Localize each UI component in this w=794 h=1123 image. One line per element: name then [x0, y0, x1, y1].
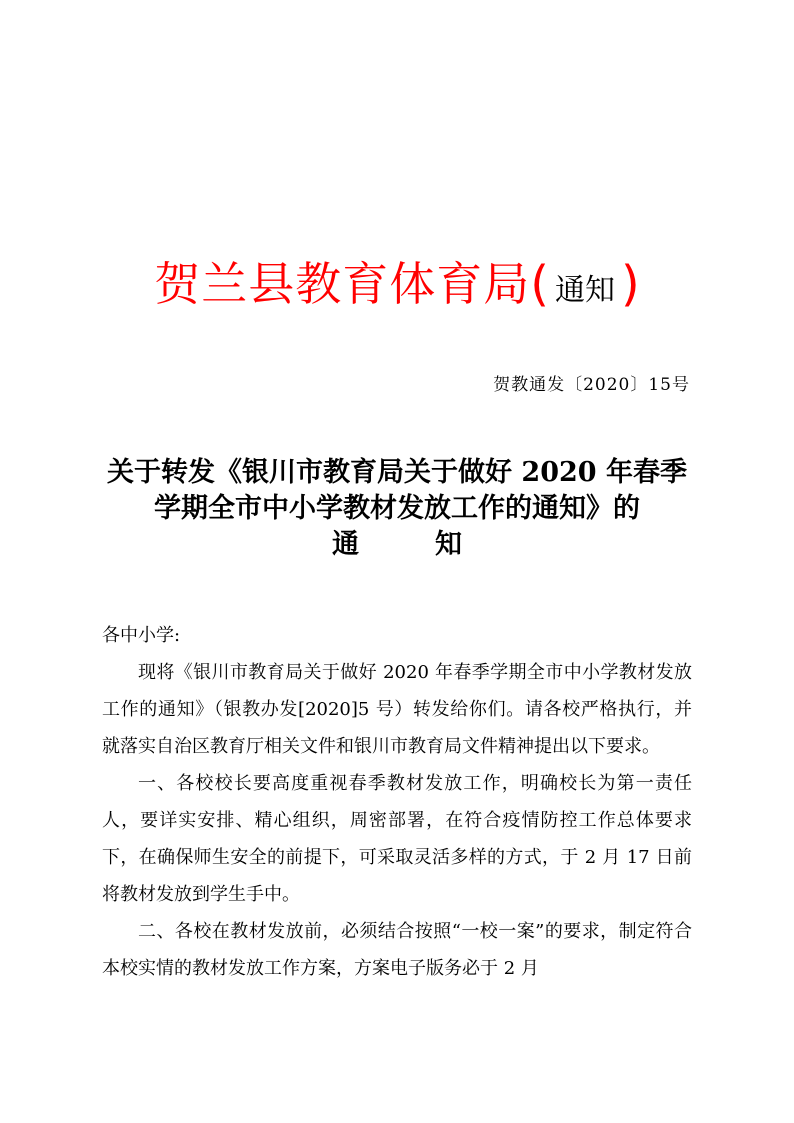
- letterhead-paren-open: (: [530, 256, 549, 312]
- title-char-tong: 通: [332, 529, 359, 560]
- salutation: 各中小学:: [102, 625, 181, 646]
- document-body: [102, 617, 692, 987]
- letterhead-paren-close: ): [621, 256, 640, 312]
- title-line-1: 关于转发《银川市教育局关于做好 2020 年春季: [107, 457, 687, 488]
- title-line-3: [60, 527, 734, 563]
- title-line-2: 学期全市中小学教材发放工作的通知》的: [154, 493, 640, 524]
- letterhead: [0, 248, 794, 314]
- document-title: [60, 455, 734, 563]
- body-paragraph-2: 一、各校校长要高度重视春季教材发放工作，明确校长为第一责任人，要详实安排、精心组织，周密部署，在符合疫情防控工作总体要求下，在确保师生安全的前提下，可采取灵活多样的方式，于 2 月 17 日前将教材发放到学生手中。: [102, 773, 692, 905]
- body-paragraph-3: 二、各校在教材发放前，必须结合按照“一校一案”的要求，制定符合本校实情的教材发放工作方案，方案电子版务必于 2 月: [102, 921, 692, 979]
- document-number: 贺教通发〔2020〕15号: [493, 375, 690, 395]
- letterhead-doc-type: 通知: [555, 273, 615, 308]
- letterhead-org-name: 贺兰县教育体育局: [154, 257, 531, 311]
- title-char-zhi: 知: [435, 529, 462, 560]
- body-paragraph-1: 现将《银川市教育局关于做好 2020 年春季学期全市中小学教材发放工作的通知》（银教办发[2020]5 号）转发给你们。请各校严格执行，并就落实自治区教育厅相关文件和银川市教育局文件精神提出以下要求。: [102, 662, 692, 757]
